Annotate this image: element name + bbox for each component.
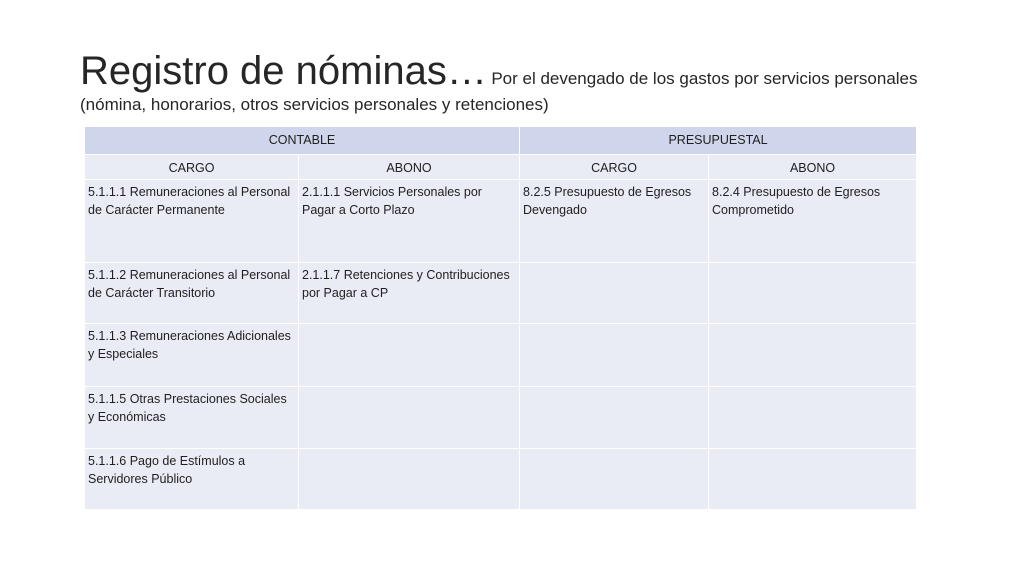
table-cell: 2.1.1.1 Servicios Personales por Pagar a Corto Plazo <box>299 180 520 263</box>
column-header-abono: ABONO <box>709 155 917 180</box>
table-cell <box>709 263 917 324</box>
group-header-row <box>85 127 917 155</box>
column-header-cargo: CARGO <box>85 155 299 180</box>
table-cell <box>520 324 709 387</box>
table-cell: 2.1.1.7 Retenciones y Contribuciones por Pagar a CP <box>299 263 520 324</box>
slide-title <box>80 50 980 114</box>
table-cell <box>299 449 520 510</box>
table-cell: 5.1.1.6 Pago de Estímulos a Servidores Público <box>85 449 299 510</box>
table-cell <box>299 387 520 449</box>
table-row <box>85 263 917 324</box>
group-header-presupuestal: PRESUPUESTAL <box>520 127 917 155</box>
table-row <box>85 180 917 263</box>
column-header-cargo: CARGO <box>520 155 709 180</box>
table-row <box>85 449 917 510</box>
table-row <box>85 387 917 449</box>
table-cell <box>709 449 917 510</box>
table-cell <box>709 387 917 449</box>
title-subtitle-line2: (nómina, honorarios, otros servicios personales y retenciones) <box>80 95 549 114</box>
table-cell: 5.1.1.2 Remuneraciones al Personal de Carácter Transitorio <box>85 263 299 324</box>
table-cell: 5.1.1.5 Otras Prestaciones Sociales y Económicas <box>85 387 299 449</box>
table-cell <box>299 324 520 387</box>
column-header-row <box>85 155 917 180</box>
title-main: Registro de nóminas… <box>80 49 487 93</box>
column-header-abono: ABONO <box>299 155 520 180</box>
title-subtitle-inline: Por el devengado de los gastos por servicios personales <box>491 69 918 88</box>
table-row <box>85 324 917 387</box>
table-cell <box>520 387 709 449</box>
table-cell <box>520 449 709 510</box>
table-cell: 8.2.5 Presupuesto de Egresos Devengado <box>520 180 709 263</box>
table-cell: 5.1.1.1 Remuneraciones al Personal de Carácter Permanente <box>85 180 299 263</box>
table-cell: 8.2.4 Presupuesto de Egresos Comprometido <box>709 180 917 263</box>
table-cell: 5.1.1.3 Remuneraciones Adicionales y Especiales <box>85 324 299 387</box>
table-cell <box>709 324 917 387</box>
group-header-contable: CONTABLE <box>85 127 520 155</box>
table-cell <box>520 263 709 324</box>
journal-entry-table <box>84 126 917 510</box>
